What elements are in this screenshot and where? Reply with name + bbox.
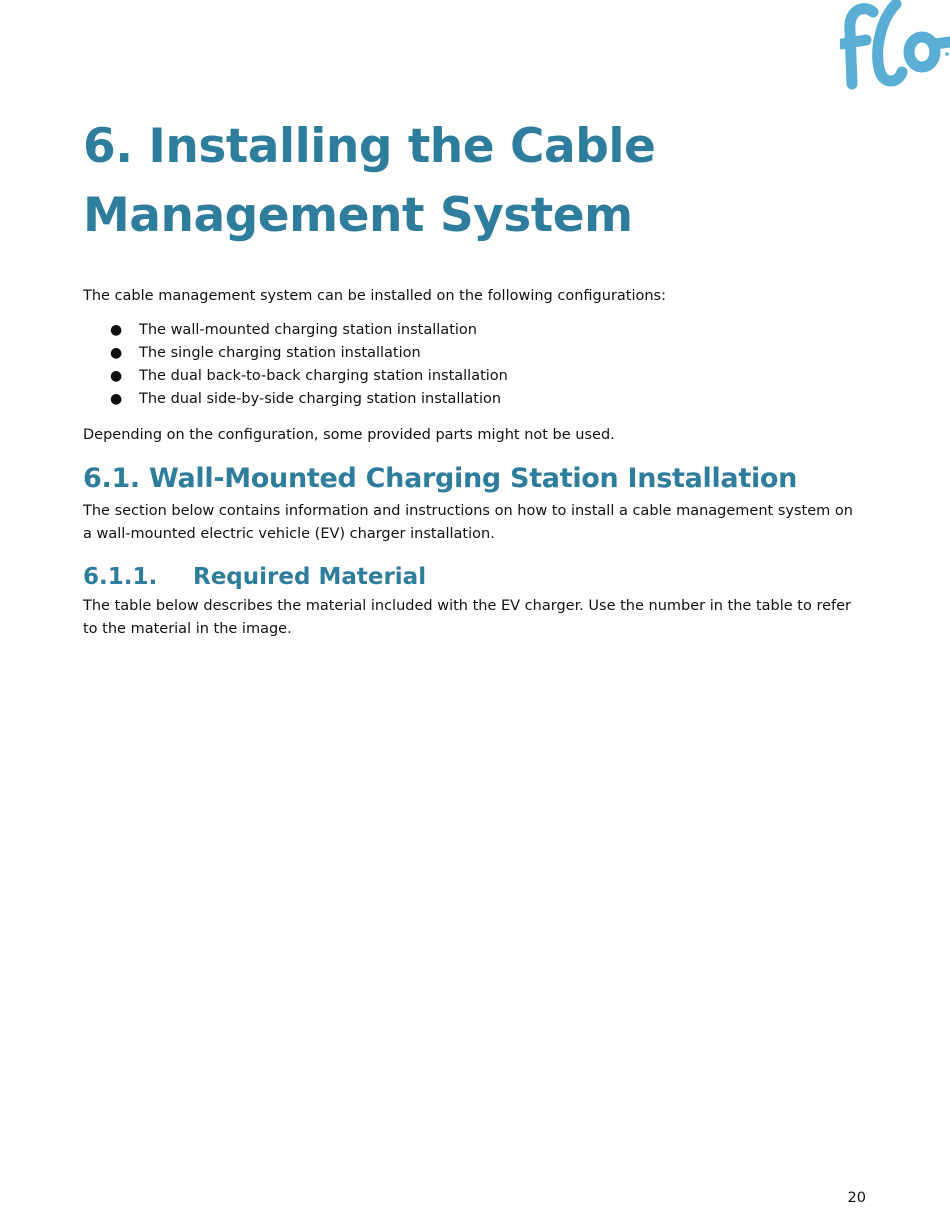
intro-paragraph: The cable management system can be installed on the following configurations: <box>83 288 666 304</box>
flo-logo-mark <box>840 0 950 92</box>
list-item <box>83 342 508 365</box>
section-6-1-1-title: Required Material <box>193 564 427 590</box>
list-item <box>83 365 508 388</box>
section-6-1-1-body: The table below describes the material included with the EV charger. Use the number in the table to refer to the material in the image. <box>83 598 851 637</box>
list-item <box>83 388 508 411</box>
list-item <box>83 319 508 342</box>
bullet-icon: ● <box>110 368 123 384</box>
list-item-text: The single charging station installation <box>139 345 421 361</box>
page-title-line-2: Management System <box>83 188 633 243</box>
page-title <box>83 112 783 250</box>
section-6-1-heading: 6.1. Wall-Mounted Charging Station Installation <box>83 463 798 494</box>
section-6-1-1-heading <box>83 560 426 594</box>
list-item-text: The dual back-to-back charging station installation <box>139 368 508 384</box>
page-title-line-1: 6. Installing the Cable <box>83 119 656 174</box>
bullet-icon: ● <box>110 322 123 338</box>
bullet-icon: ● <box>110 345 123 361</box>
section-6-1-1-number: 6.1.1. <box>83 564 158 590</box>
list-item-text: The dual side-by-side charging station installation <box>139 391 502 407</box>
bullet-icon: ● <box>110 391 123 407</box>
section-6-1-body: The section below contains information and instructions on how to install a cable management system on a wall-mounted electric vehicle (EV) charger installation. <box>83 503 853 542</box>
flo-logo <box>840 0 950 92</box>
list-item-text: The wall-mounted charging station installation <box>139 322 477 338</box>
configuration-note: Depending on the configuration, some provided parts might not be used. <box>83 427 615 443</box>
configuration-list <box>83 319 508 411</box>
page-number: 20 <box>847 1190 866 1206</box>
